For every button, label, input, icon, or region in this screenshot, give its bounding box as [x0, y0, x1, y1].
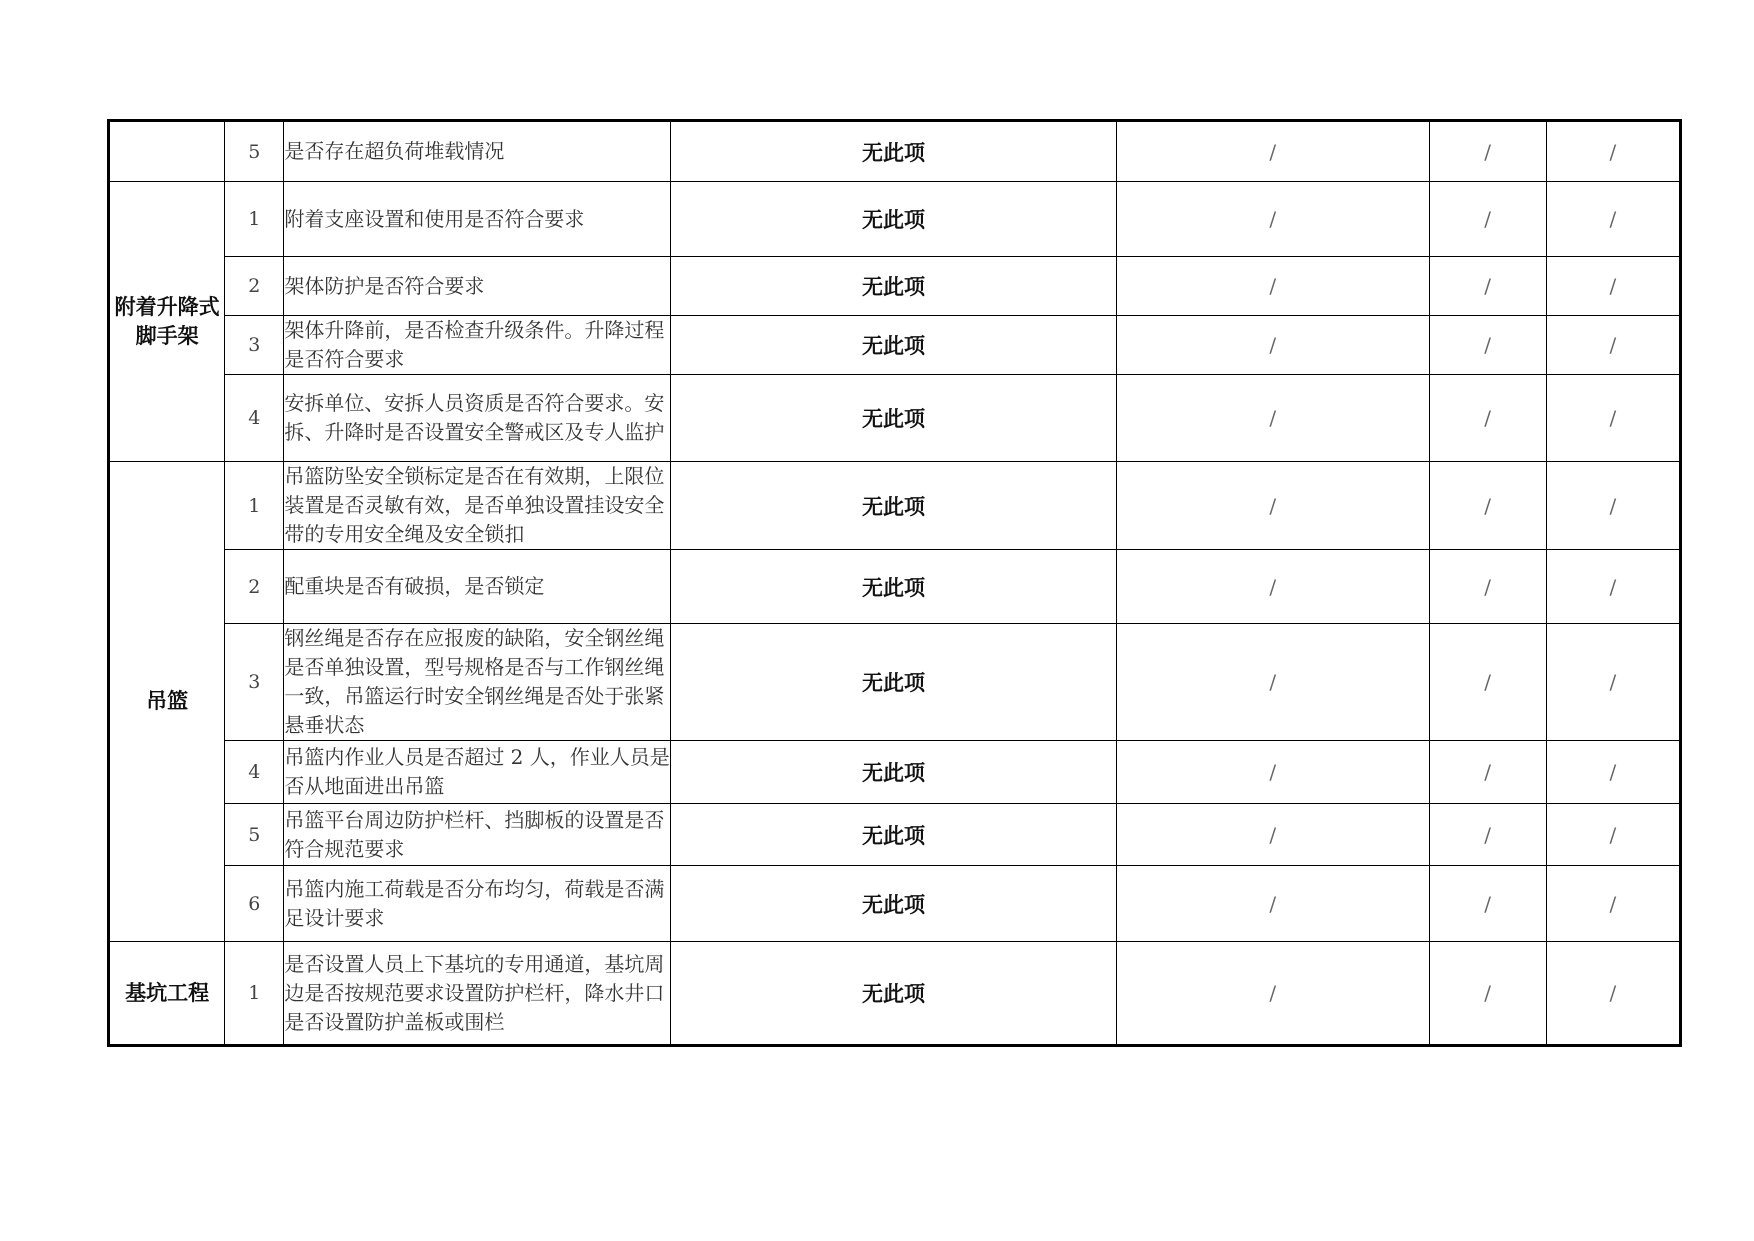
table-row [109, 316, 1681, 375]
item-number: 2 [225, 257, 284, 316]
remark-cell-2: / [1429, 942, 1546, 1046]
table-row [109, 121, 1681, 182]
remark-cell-3: / [1546, 182, 1680, 257]
inspection-item: 架体防护是否符合要求 [284, 257, 671, 316]
remark-cell-1: / [1116, 550, 1429, 624]
inspection-table [107, 119, 1682, 1047]
remark-cell-3: / [1546, 257, 1680, 316]
inspection-item: 吊篮防坠安全锁标定是否在有效期，上限位装置是否灵敏有效，是否单独设置挂设安全带的专用安全绳及安全锁扣 [284, 462, 671, 550]
remark-cell-3: / [1546, 550, 1680, 624]
remark-cell-3: / [1546, 121, 1680, 182]
item-number: 3 [225, 316, 284, 375]
remark-cell-2: / [1429, 624, 1546, 741]
item-number: 5 [225, 121, 284, 182]
result-cell: 无此项 [671, 866, 1117, 942]
inspection-item: 钢丝绳是否存在应报废的缺陷，安全钢丝绳是否单独设置，型号规格是否与工作钢丝绳一致，吊篮运行时安全钢丝绳是否处于张紧悬垂状态 [284, 624, 671, 741]
remark-cell-2: / [1429, 316, 1546, 375]
inspection-item: 吊篮平台周边防护栏杆、挡脚板的设置是否符合规范要求 [284, 804, 671, 866]
result-cell: 无此项 [671, 942, 1117, 1046]
item-number: 1 [225, 462, 284, 550]
remark-cell-1: / [1116, 624, 1429, 741]
remark-cell-3: / [1546, 804, 1680, 866]
remark-cell-1: / [1116, 866, 1429, 942]
item-number: 1 [225, 942, 284, 1046]
item-number: 5 [225, 804, 284, 866]
remark-cell-2: / [1429, 182, 1546, 257]
remark-cell-2: / [1429, 741, 1546, 804]
table-row [109, 804, 1681, 866]
item-number: 4 [225, 741, 284, 804]
remark-cell-2: / [1429, 121, 1546, 182]
result-cell: 无此项 [671, 804, 1117, 866]
table-row [109, 866, 1681, 942]
table-row [109, 550, 1681, 624]
table-row [109, 624, 1681, 741]
inspection-item: 附着支座设置和使用是否符合要求 [284, 182, 671, 257]
remark-cell-1: / [1116, 942, 1429, 1046]
category-cell: 吊篮 [109, 462, 225, 942]
result-cell: 无此项 [671, 624, 1117, 741]
remark-cell-2: / [1429, 462, 1546, 550]
table-row [109, 182, 1681, 257]
item-number: 3 [225, 624, 284, 741]
item-number: 4 [225, 375, 284, 462]
remark-cell-3: / [1546, 462, 1680, 550]
remark-cell-2: / [1429, 375, 1546, 462]
remark-cell-3: / [1546, 316, 1680, 375]
result-cell: 无此项 [671, 121, 1117, 182]
remark-cell-3: / [1546, 375, 1680, 462]
remark-cell-1: / [1116, 316, 1429, 375]
remark-cell-1: / [1116, 804, 1429, 866]
remark-cell-3: / [1546, 942, 1680, 1046]
table-row [109, 741, 1681, 804]
result-cell: 无此项 [671, 316, 1117, 375]
result-cell: 无此项 [671, 375, 1117, 462]
result-cell: 无此项 [671, 550, 1117, 624]
remark-cell-1: / [1116, 257, 1429, 316]
inspection-item: 是否存在超负荷堆载情况 [284, 121, 671, 182]
inspection-item: 吊篮内作业人员是否超过 2 人，作业人员是否从地面进出吊篮 [284, 741, 671, 804]
item-number: 2 [225, 550, 284, 624]
remark-cell-2: / [1429, 257, 1546, 316]
remark-cell-2: / [1429, 866, 1546, 942]
remark-cell-1: / [1116, 741, 1429, 804]
table-row [109, 942, 1681, 1046]
result-cell: 无此项 [671, 182, 1117, 257]
table-row [109, 257, 1681, 316]
table-body [109, 121, 1681, 1046]
remark-cell-2: / [1429, 804, 1546, 866]
inspection-item: 吊篮内施工荷载是否分布均匀，荷载是否满足设计要求 [284, 866, 671, 942]
inspection-item: 是否设置人员上下基坑的专用通道，基坑周边是否按规范要求设置防护栏杆，降水井口是否设置防护盖板或围栏 [284, 942, 671, 1046]
remark-cell-1: / [1116, 375, 1429, 462]
inspection-item: 安拆单位、安拆人员资质是否符合要求。安拆、升降时是否设置安全警戒区及专人监护 [284, 375, 671, 462]
result-cell: 无此项 [671, 462, 1117, 550]
result-cell: 无此项 [671, 741, 1117, 804]
item-number: 1 [225, 182, 284, 257]
result-cell: 无此项 [671, 257, 1117, 316]
remark-cell-1: / [1116, 182, 1429, 257]
category-cell: 附着升降式脚手架 [109, 182, 225, 462]
remark-cell-1: / [1116, 462, 1429, 550]
remark-cell-1: / [1116, 121, 1429, 182]
table-row [109, 375, 1681, 462]
remark-cell-2: / [1429, 550, 1546, 624]
inspection-item: 配重块是否有破损，是否锁定 [284, 550, 671, 624]
remark-cell-3: / [1546, 866, 1680, 942]
category-cell [109, 121, 225, 182]
remark-cell-3: / [1546, 741, 1680, 804]
remark-cell-3: / [1546, 624, 1680, 741]
item-number: 6 [225, 866, 284, 942]
table-row [109, 462, 1681, 550]
inspection-item: 架体升降前，是否检查升级条件。升降过程是否符合要求 [284, 316, 671, 375]
category-cell: 基坑工程 [109, 942, 225, 1046]
